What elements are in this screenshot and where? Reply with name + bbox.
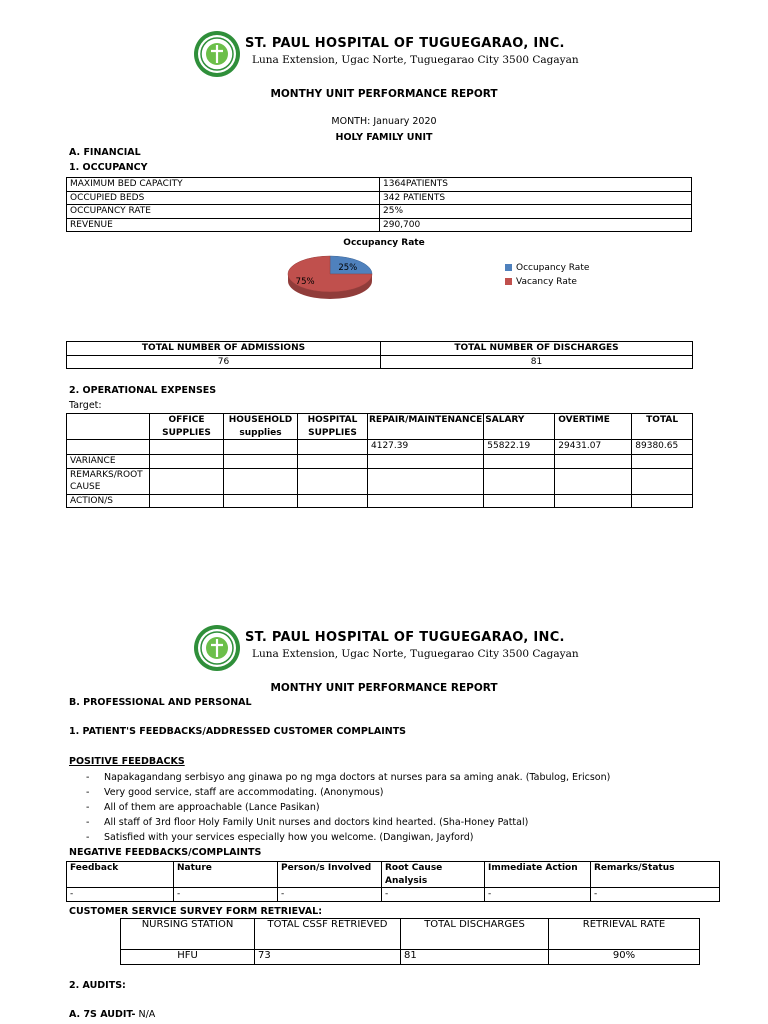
table-cell bbox=[67, 440, 150, 455]
table-header: RETRIEVAL RATE bbox=[549, 919, 700, 950]
survey-table bbox=[120, 918, 700, 965]
header-text: OFFICE bbox=[168, 415, 205, 425]
table-cell bbox=[368, 455, 484, 469]
header-text: SUPPLIES bbox=[308, 427, 357, 438]
admissions-value: 76 bbox=[67, 355, 381, 369]
table-cell: HFU bbox=[121, 950, 255, 965]
month-line: MONTH: January 2020 bbox=[331, 116, 437, 127]
positive-feedback-heading: POSITIVE FEEDBACKS bbox=[69, 756, 185, 767]
table-cell: 55822.19 bbox=[484, 440, 555, 455]
negative-feedback-table bbox=[66, 861, 720, 902]
header-text: supplies bbox=[239, 427, 282, 438]
table-header: Nature bbox=[174, 862, 278, 888]
table-cell bbox=[224, 494, 298, 508]
hospital-logo bbox=[193, 30, 241, 81]
table-header: TOTAL DISCHARGES bbox=[401, 919, 549, 950]
opex-target-label: Target: bbox=[69, 400, 102, 411]
list-item: - Napakagandang serbisyo ang ginawa po ng mga doctors at nurses para sa aming anak. (Tabulog, Ericson) bbox=[86, 770, 610, 785]
table-header: TOTAL NUMBER OF ADMISSIONS bbox=[67, 342, 381, 356]
audit-7s-label: A. 7S AUDIT- bbox=[69, 1009, 136, 1020]
table-cell bbox=[555, 468, 632, 494]
header-text: SUPPLIES bbox=[162, 427, 211, 438]
table-header: TOTAL NUMBER OF DISCHARGES bbox=[381, 342, 693, 356]
unit-name: HOLY FAMILY UNIT bbox=[335, 132, 433, 143]
table-cell bbox=[224, 455, 298, 469]
table-header: TOTAL bbox=[632, 414, 693, 440]
legend-item bbox=[505, 277, 589, 291]
section-b-heading: B. PROFESSIONAL AND PERSONAL bbox=[69, 697, 252, 708]
occupancy-label: OCCUPIED BEDS bbox=[67, 191, 380, 205]
occupancy-label: REVENUE bbox=[67, 218, 380, 232]
table-row bbox=[67, 468, 693, 494]
table-header: Person/s Involved bbox=[278, 862, 382, 888]
table-header: Feedback bbox=[67, 862, 174, 888]
table-cell bbox=[224, 440, 298, 455]
table-cell bbox=[484, 455, 555, 469]
list-item: - All staff of 3rd floor Holy Family Unit nurses and doctors kind hearted. (Sha-Honey Pattal) bbox=[86, 815, 610, 830]
table-header: NURSING STATION bbox=[121, 919, 255, 950]
table-row bbox=[67, 191, 692, 205]
table-cell: - bbox=[174, 888, 278, 902]
report-title: MONTHY UNIT PERFORMANCE REPORT bbox=[270, 88, 498, 100]
table-cell: 90% bbox=[549, 950, 700, 965]
legend-label: Occupancy Rate bbox=[516, 263, 590, 273]
chart-title: Occupancy Rate bbox=[343, 238, 425, 248]
table-row bbox=[67, 414, 693, 440]
pie-chart bbox=[280, 250, 390, 310]
table-header: Root Cause Analysis bbox=[382, 862, 485, 888]
occupancy-value: 290,700 bbox=[380, 218, 692, 232]
hospital-name: ST. PAUL HOSPITAL OF TUGUEGARAO, INC. bbox=[245, 36, 565, 51]
table-row bbox=[67, 178, 692, 192]
table-row bbox=[121, 950, 700, 965]
header-text: HOUSEHOLD bbox=[228, 415, 293, 425]
hospital-address: Luna Extension, Ugac Norte, Tuguegarao City 3500 Cagayan bbox=[252, 648, 579, 660]
table-cell: 73 bbox=[255, 950, 401, 965]
table-row bbox=[67, 205, 692, 219]
audit-7s-line bbox=[69, 1009, 155, 1020]
table-row bbox=[67, 455, 693, 469]
legend-label: Vacancy Rate bbox=[516, 277, 577, 287]
row-label bbox=[67, 468, 150, 494]
row-label: ACTION/S bbox=[67, 494, 150, 508]
table-cell bbox=[632, 455, 693, 469]
table-cell bbox=[368, 468, 484, 494]
list-item: - All of them are approachable (Lance Pasikan) bbox=[86, 800, 610, 815]
table-row bbox=[67, 440, 693, 455]
table-header: REPAIR/MAINTENANCE bbox=[368, 414, 484, 440]
table-cell bbox=[555, 494, 632, 508]
row-label: VARIANCE bbox=[67, 455, 150, 469]
table-row bbox=[121, 919, 700, 950]
opex-heading: 2. OPERATIONAL EXPENSES bbox=[69, 385, 217, 396]
table-cell bbox=[298, 440, 368, 455]
table-row bbox=[67, 342, 693, 356]
legend-swatch bbox=[505, 278, 512, 285]
table-cell: - bbox=[382, 888, 485, 902]
occupancy-value: 25% bbox=[380, 205, 692, 219]
table-header bbox=[67, 414, 150, 440]
legend-swatch bbox=[505, 264, 512, 271]
table-cell bbox=[368, 494, 484, 508]
occupancy-value: 1364PATIENTS bbox=[380, 178, 692, 192]
table-header: SALARY bbox=[484, 414, 555, 440]
table-cell: 4127.39 bbox=[368, 440, 484, 455]
occupancy-label: OCCUPANCY RATE bbox=[67, 205, 380, 219]
positive-feedback-list bbox=[86, 770, 610, 845]
opex-table bbox=[66, 413, 693, 508]
table-cell: - bbox=[67, 888, 174, 902]
legend-item bbox=[505, 263, 589, 277]
report-title: MONTHY UNIT PERFORMANCE REPORT bbox=[270, 682, 498, 694]
chart-legend bbox=[505, 263, 589, 291]
table-cell bbox=[298, 455, 368, 469]
hospital-name: ST. PAUL HOSPITAL OF TUGUEGARAO, INC. bbox=[245, 630, 565, 645]
table-cell bbox=[150, 468, 224, 494]
pie-label: 25% bbox=[338, 262, 358, 273]
survey-heading: CUSTOMER SERVICE SURVEY FORM RETRIEVAL: bbox=[69, 906, 323, 917]
table-cell: - bbox=[591, 888, 720, 902]
hospital-logo bbox=[193, 624, 241, 675]
feedback-heading: 1. PATIENT'S FEEDBACKS/ADDRESSED CUSTOMER COMPLAINTS bbox=[69, 726, 407, 737]
table-row bbox=[67, 888, 720, 902]
table-cell: 81 bbox=[401, 950, 549, 965]
table-cell bbox=[632, 494, 693, 508]
row-label-text: CAUSE bbox=[70, 482, 101, 492]
row-label-text: REMARKS/ROOT bbox=[70, 469, 143, 480]
table-row bbox=[67, 355, 693, 369]
table-cell bbox=[632, 468, 693, 494]
table-row bbox=[67, 862, 720, 888]
table-cell: - bbox=[278, 888, 382, 902]
table-header: TOTAL CSSF RETRIEVED bbox=[255, 919, 401, 950]
table-cell bbox=[150, 494, 224, 508]
table-cell: - bbox=[485, 888, 591, 902]
table-header bbox=[298, 414, 368, 440]
table-row bbox=[67, 494, 693, 508]
table-header: Remarks/Status bbox=[591, 862, 720, 888]
discharges-value: 81 bbox=[381, 355, 693, 369]
table-header: OVERTIME bbox=[555, 414, 632, 440]
table-header bbox=[224, 414, 298, 440]
occupancy-heading: 1. OCCUPANCY bbox=[69, 162, 148, 173]
table-cell bbox=[484, 494, 555, 508]
table-cell bbox=[150, 440, 224, 455]
table-cell bbox=[484, 468, 555, 494]
table-cell: 89380.65 bbox=[632, 440, 693, 455]
pie-label: 75% bbox=[295, 277, 315, 288]
table-cell bbox=[298, 468, 368, 494]
list-item: - Very good service, staff are accommodating. (Anonymous) bbox=[86, 785, 610, 800]
table-cell bbox=[298, 494, 368, 508]
table-cell bbox=[555, 455, 632, 469]
negative-feedback-heading: NEGATIVE FEEDBACKS/COMPLAINTS bbox=[69, 847, 262, 858]
table-header bbox=[150, 414, 224, 440]
list-item: - Satisfied with your services especially how you welcome. (Dangiwan, Jayford) bbox=[86, 830, 610, 845]
table-header: Immediate Action bbox=[485, 862, 591, 888]
admissions-table bbox=[66, 341, 693, 369]
table-cell bbox=[224, 468, 298, 494]
occupancy-label: MAXIMUM BED CAPACITY bbox=[67, 178, 380, 192]
section-a-heading: A. FINANCIAL bbox=[69, 147, 141, 158]
occupancy-value: 342 PATIENTS bbox=[380, 191, 692, 205]
table-cell bbox=[150, 455, 224, 469]
audit-7s-value: N/A bbox=[135, 1009, 156, 1020]
header-text: HOSPITAL bbox=[307, 415, 358, 425]
table-cell: 29431.07 bbox=[555, 440, 632, 455]
occupancy-table bbox=[66, 177, 692, 232]
table-row bbox=[67, 218, 692, 232]
hospital-address: Luna Extension, Ugac Norte, Tuguegarao City 3500 Cagayan bbox=[252, 54, 579, 66]
audits-heading: 2. AUDITS: bbox=[69, 980, 126, 991]
